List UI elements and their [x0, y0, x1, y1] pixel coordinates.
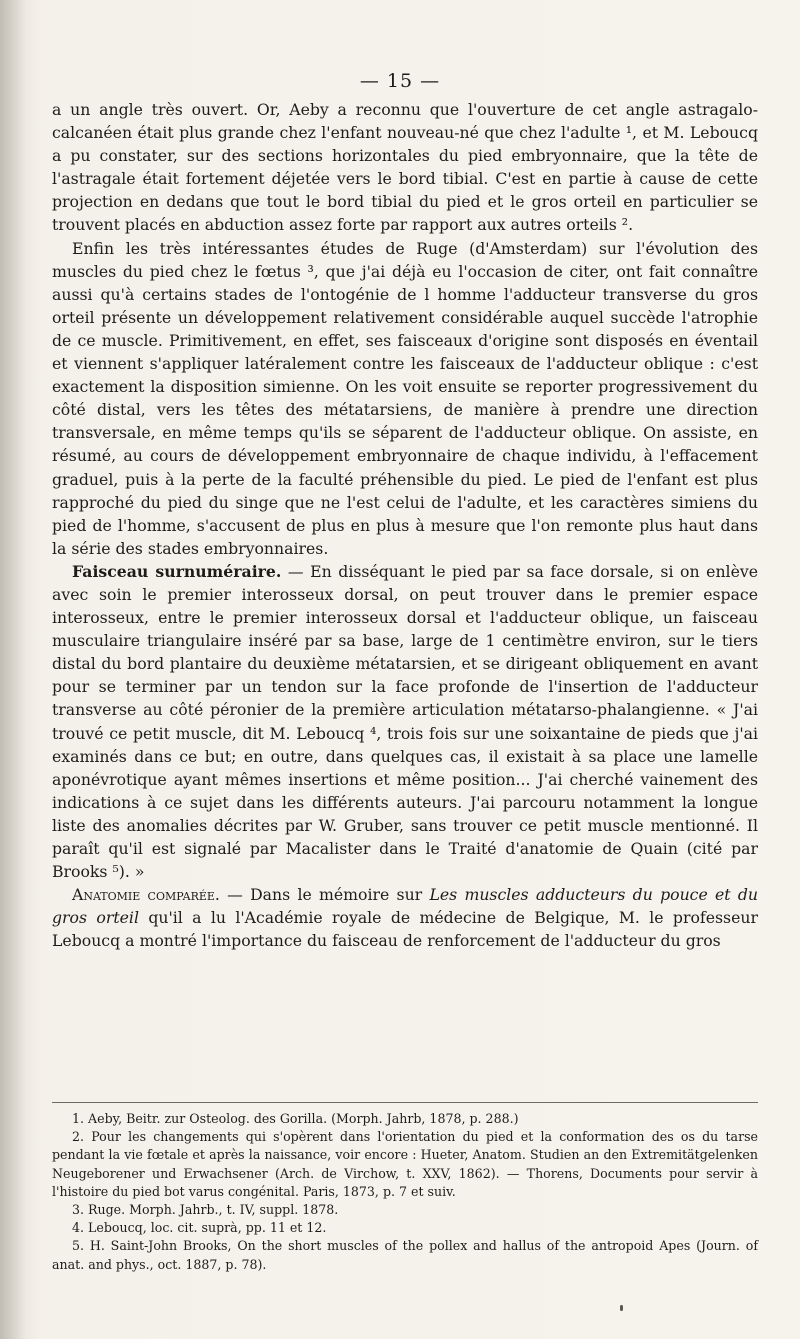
section-heading-faisceau: Faisceau surnuméraire. [72, 561, 282, 581]
footnote-4: 4. Leboucq, loc. cit. suprà, pp. 11 et 12. [72, 1220, 327, 1236]
footnote-5: 5. H. Saint-John Brooks, On the short muscles of the pollex and hallus of the antropoid Apes (Journ. of anat. and phys., oct. 1887, p. 78). [52, 1238, 758, 1272]
footnote-1: 1. Aeby, Beitr. zur Osteolog. des Gorilla. (Morph. Jahrb, 1878, p. 288.) [72, 1111, 519, 1126]
paragraph-1: a un angle très ouvert. Or, Aeby a reconnu que l'ouverture de cet angle astragalo-calcanéen était plus grande chez l'enfant nouveau-né que chez l'adulte ¹, et M. Leboucq a pu constater, sur des sections horizontales du pied embryonnaire, que la tête de l'astragale était fortement déjetée vers le bord tibial. C'est en partie à cause de cette projection en dedans que tout le bord tibial du pied et le gros orteil en particulier se trouvent placés en abduction assez forte par rapport aux autres orteils ². [52, 100, 758, 235]
body-text [52, 98, 758, 952]
footnote-2: 2. Pour les changements qui s'opèrent dans l'orientation du pied et la conformation des os du tarse pendant la vie fœtale et après la naissance, voir encore : Hueter, Anatom. Studien an den Extremitätgelenken Neugeborener und Erwachsener (Arch. de Virchow, t. XXV, 1862). — Thorens, Documents pour servir à l'histoire du pied bot varus congénital. Paris, 1873, p. 7 et suiv. [52, 1129, 758, 1199]
footnotes [52, 1110, 758, 1274]
paragraph-3-text: — En disséquant le pied par sa face dorsale, si on enlève avec soin le premier interosseux dorsal, on peut trouver dans le premier espace interosseux, entre le premier interosseux dorsal et l'adducteur oblique, un faisceau musculaire triangulaire inséré par sa base, large de 1 centimètre environ, sur le tiers distal du bord plantaire du deuxième métatarsien, et se dirigeant obliquement en avant pour se terminer par un tendon sur la face profonde de l'insertion de l'adducteur transverse au côté péronier de la première articulation métatarso-phalangienne. « J'ai trouvé ce petit muscle, dit M. Leboucq ⁴, trois fois sur une soixantaine de pieds que j'ai examinés dans ce but; en outre, dans quelques cas, il existait à sa place une lamelle aponévrotique ayant mêmes insertions et même position... J'ai cherché vainement des indications à ce sujet dans les différents auteurs. J'ai parcouru notamment la longue liste des anomalies décrites par W. Gruber, sans trouver ce petit muscle mentionné. Il paraît qu'il est signalé par Macalister dans le Traité d'anatomie de Quain (cité par Brooks ⁵). » [52, 561, 758, 882]
paragraph-2: Enfin les très intéressantes études de Ruge (d'Amsterdam) sur l'évolution des muscles du pied chez le fœtus ³, que j'ai déjà eu l'occasion de citer, ont fait connaître aussi qu'à certains stades de l'ontogénie de l homme l'adducteur transverse du gros orteil présente un développement relativement considérable auquel succède l'atrophie de ce muscle. Primitivement, en effet, ses faisceaux d'origine sont disposés en éventail et viennent s'appliquer latéralement contre les faisceaux de l'adducteur oblique : c'est exactement la disposition simienne. On les voit ensuite se reporter progressivement du côté distal, vers les têtes des métatarsiens, de manière à prendre une direction transversale, en même temps qu'ils se séparent de l'adducteur oblique. On assiste, en résumé, au cours de développement embryonnaire de chaque individu, à l'effacement graduel, puis à la perte de la faculté préhensible du pied. Le pied de l'enfant est plus rapproché du pied du singe que ne l'est celui de l'adulte, et les caractères simiens du pied de l'homme, s'accusent de plus en plus à mesure que l'on remonte plus haut dans la série des stades embryonnaires. [52, 238, 758, 558]
section-heading-anatomie: Anatomie comparée. [72, 885, 220, 905]
page-number: — 15 — [359, 70, 441, 92]
binding-shadow [0, 0, 26, 1339]
paragraph-3 [52, 560, 758, 883]
paragraph-4 [52, 883, 758, 952]
footnote-divider [52, 1102, 758, 1103]
memoir-title: Les muscles adducteurs du pouce et du gros orteil [52, 885, 758, 928]
paragraph-4-text-a: — Dans le mémoire sur [219, 885, 430, 905]
print-speck [620, 1305, 623, 1311]
paragraph-4-text-b: qu'il a lu l'Académie royale de médecine de Belgique, M. le professeur Leboucq a montré l'importance du faisceau de renforcement de l'adducteur du gros [52, 908, 758, 951]
footnote-3: 3. Ruge. Morph. Jahrb., t. IV, suppl. 1878. [72, 1202, 339, 1218]
